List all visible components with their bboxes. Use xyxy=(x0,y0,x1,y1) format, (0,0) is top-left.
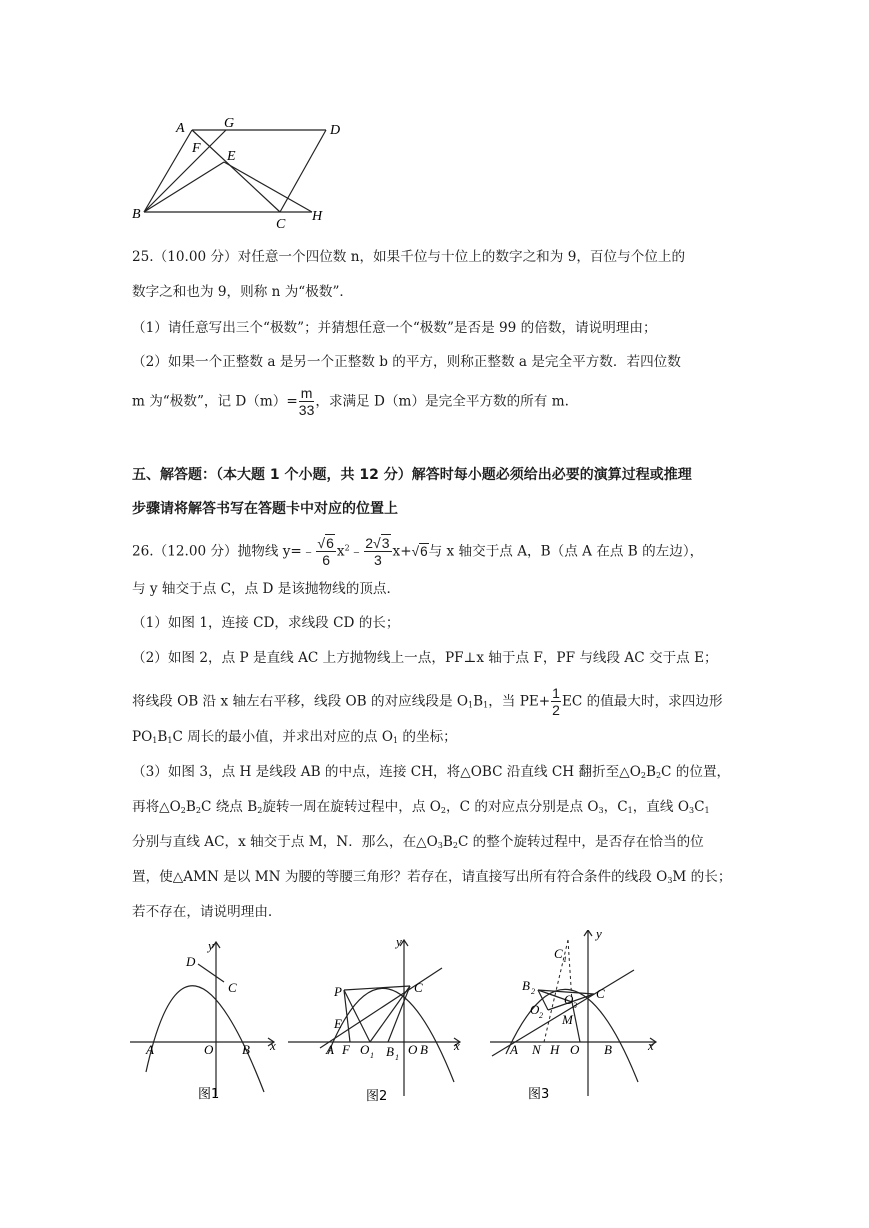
fig2-label-O1: O xyxy=(360,1042,370,1057)
fraction-2sqrt3-over-3: $\frac{2√3}{3}$ xyxy=(365,535,390,568)
fig3-label-O3-sub: 3 xyxy=(573,1001,577,1010)
fig1-label-y: y xyxy=(208,938,214,953)
fig1-label-A: A xyxy=(146,1042,154,1057)
fig3-label-N: N xyxy=(532,1042,541,1057)
fig3-caption: 图3 xyxy=(528,1087,550,1102)
fig2-label-F: F xyxy=(342,1042,350,1057)
label-A: A xyxy=(176,121,185,136)
fig2-label-x: x xyxy=(454,1038,460,1053)
q26-line6: $PO_1B_1C$ 周长的最小值，并求出对应的点 $O_1$ 的坐标； xyxy=(132,729,457,745)
fig3-label-B2: B xyxy=(522,978,530,993)
parallelogram-figure xyxy=(128,112,368,240)
fig3-label-x: x xyxy=(648,1038,654,1053)
fig2-label-B1: B xyxy=(386,1044,394,1059)
figure-2 xyxy=(288,934,460,1104)
fig1-label-D: D xyxy=(186,954,196,969)
figure-1 xyxy=(130,938,276,1102)
fraction-sqrt6-over-6: $\frac{√6}{6}$ xyxy=(317,535,334,568)
fig2-label-B1-sub: 1 xyxy=(395,1053,399,1062)
q25-line2: 数字之和也为 9，则称 n 为“极数”． xyxy=(132,284,353,300)
q25-line4: （2）如果一个正整数 a 是另一个正整数 b 的平方，则称正整数 a 是完全平方数．若四位数 xyxy=(132,354,681,370)
fig2-label-B: B xyxy=(420,1042,428,1057)
q26-line2: 与 y 轴交于点 C，点 D 是该抛物线的顶点． xyxy=(132,581,401,597)
q26-line11: 若不存在，请说明理由. xyxy=(132,904,273,920)
fig3-label-C1: C xyxy=(554,946,563,961)
fig3-label-O: O xyxy=(570,1042,580,1057)
fig3-label-B: B xyxy=(604,1042,612,1057)
fig3-label-H: H xyxy=(550,1042,560,1057)
fig2-label-O1-sub: 1 xyxy=(370,1051,374,1060)
q26-line3: （1）如图 1，连接 CD，求线段 CD 的长； xyxy=(132,615,400,631)
q25-line1: 25.（10.00 分）对任意一个四位数 n，如果千位与十位上的数字之和为 9，百位与个位上的 xyxy=(132,249,686,265)
q26-line4: （2）如图 2，点 P 是直线 AC 上方抛物线上一点，PF⊥x 轴于点 F，PF 与线段 AC 交于点 E； xyxy=(132,650,718,666)
fig2-label-y: y xyxy=(396,934,402,949)
label-E: E xyxy=(227,149,236,164)
label-D: D xyxy=(330,123,341,138)
q26-line7: （3）如图 3，点 H 是线段 AB 的中点，连接 CH，将△OBC 沿直线 CH 翻折至$\triangle O_2B_2C$ 的位置， xyxy=(132,764,731,780)
sqrt6: √6 xyxy=(411,543,428,559)
label-H: H xyxy=(312,209,323,224)
fig1-label-C: C xyxy=(228,980,237,995)
fig3-label-C1-sub: 1 xyxy=(563,955,567,964)
section-heading-line2: 步骤请将解答书写在答题卡中对应的位置上 xyxy=(132,501,398,517)
fig3-label-B2-sub: 2 xyxy=(531,987,535,996)
q26-line10: 置，使△AMN 是以 MN 为腰的等腰三角形？若存在，请直接写出所有符合条件的线段 $O_3M$ 的长； xyxy=(132,869,732,885)
label-F: F xyxy=(192,141,201,156)
label-G: G xyxy=(224,116,235,131)
fig3-label-C: C xyxy=(596,986,605,1001)
fig2-label-E: E xyxy=(334,1016,342,1031)
fig3-label-O3: O xyxy=(564,992,574,1007)
figure-3 xyxy=(490,930,656,1102)
figures-row xyxy=(124,930,664,1110)
fig2-label-A: A xyxy=(326,1042,334,1057)
fig2-caption: 图2 xyxy=(366,1089,388,1104)
q26-line5: 将线段 OB 沿 x 轴左右平移，线段 OB 的对应线段是 $O_1B_1$，当 PE+ $\frac{1}{2}$ EC 的值最大时，求四边形 xyxy=(132,685,723,718)
q26-line1: 26.（12.00 分）抛物线 y=﹣ $\frac{√6}{6}$ $x^2﹣$ $\frac{2√3}{3}$ x+√6与 x 轴交于点 A，B（点 A 在点 B 的左边）， xyxy=(132,535,704,568)
q26-line8: 再将$\triangle O_2B_2C$ 绕点 $B_2$旋转一周在旋转过程中，点 $O_2$，C 的对应点分别是点 $O_3$，$C_1$，直线 $O_3C_1$ xyxy=(132,799,710,815)
fig1-label-B: B xyxy=(242,1042,250,1057)
fig3-label-y: y xyxy=(596,930,602,941)
label-B: B xyxy=(132,207,141,222)
section-heading-line1: 五、解答题：（本大题 1 个小题，共 12 分）解答时每小题必须给出必要的演算过程或推理 xyxy=(132,467,692,483)
fig1-label-O: O xyxy=(204,1042,214,1057)
fig1-caption: 图1 xyxy=(198,1087,220,1102)
fig3-label-O2-sub: 2 xyxy=(539,1011,543,1020)
fig3-label-A: A xyxy=(510,1042,518,1057)
label-C: C xyxy=(276,217,286,232)
fig2-label-C: C xyxy=(414,980,423,995)
fraction-m-over-33: $\frac{m}{33}$ xyxy=(298,385,315,418)
fig2-label-P: P xyxy=(334,984,342,999)
q26-line9: 分别与直线 AC，x 轴交于点 M，N．那么，在$\triangle O_3B_2C$ 的整个旋转过程中，是否存在恰当的位 xyxy=(132,834,704,850)
fig3-label-M: M xyxy=(562,1012,573,1027)
fig3-label-O2: O xyxy=(530,1002,540,1017)
q25-line5: m 为“极数”，记 D（m）= $\frac{m}{33}$ ，求满足 D（m）是完全平方数的所有 m. xyxy=(132,385,569,418)
fraction-1-over-2: $\frac{1}{2}$ xyxy=(552,685,560,718)
q25-line3: （1）请任意写出三个“极数”；并猜想任意一个“极数”是否是 99 的倍数，请说明理由； xyxy=(132,320,657,336)
fig2-label-O: O xyxy=(408,1042,418,1057)
fig1-label-x: x xyxy=(270,1038,276,1053)
